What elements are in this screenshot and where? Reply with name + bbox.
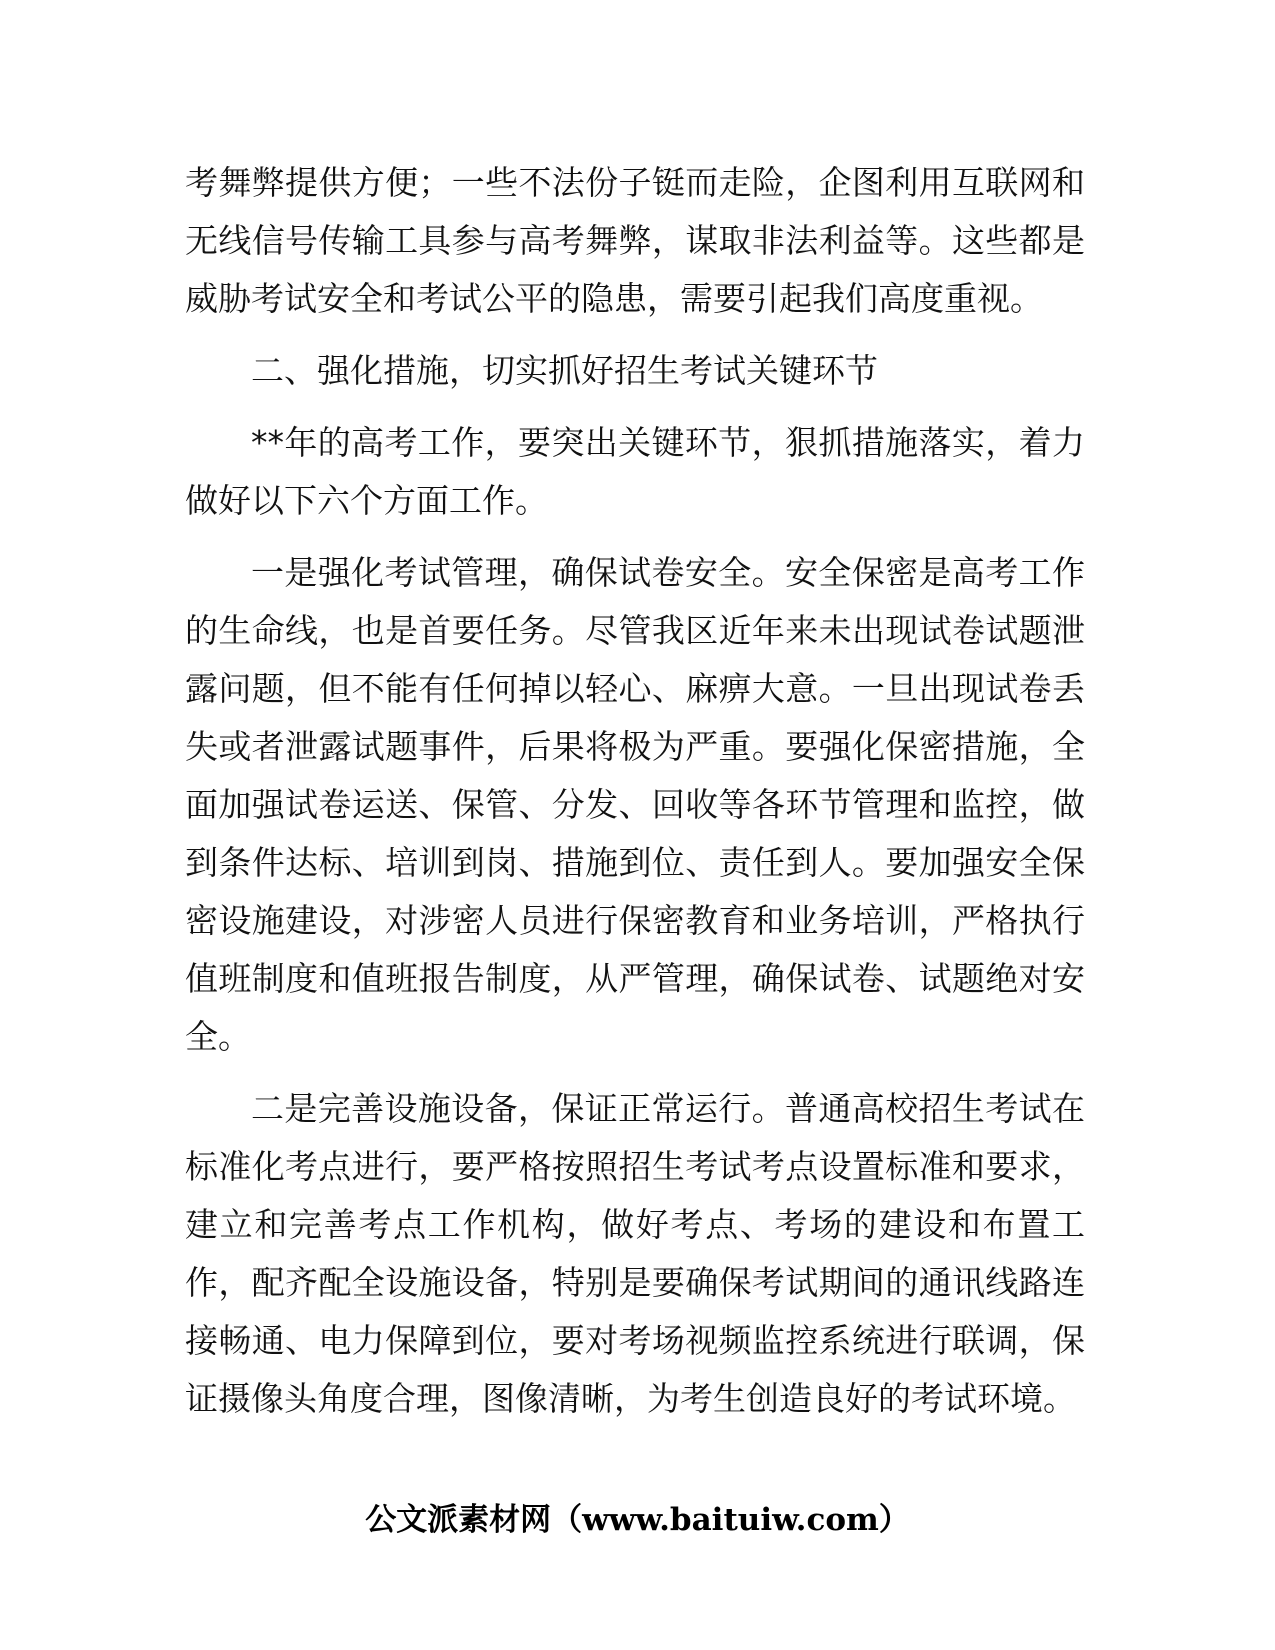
document-body: [185, 154, 1085, 1428]
paragraph-point-two: 二是完善设施设备，保证正常运行。普通高校招生考试在标准化考点进行，要严格按照招生考试考点设置标准和要求，建立和完善考点工作机构，做好考点、考场的建设和布置工作，配齐配全设施设备，特别是要确保考试期间的通讯线路连接畅通、电力保障到位，要对考场视频监控系统进行联调，保证摄像头角度合理，图像清晰，为考生创造良好的考试环境。: [185, 1089, 1085, 1418]
footer-watermark: 公文派素材网（www.baituiw.com）: [365, 1502, 910, 1538]
paragraph-point-one: 一是强化考试管理，确保试卷安全。安全保密是高考工作的生命线，也是首要任务。尽管我区近年来未出现试卷试题泄露问题，但不能有任何掉以轻心、麻痹大意。一旦出现试卷丢失或者泄露试题事件，后果将极为严重。要强化保密措施，全面加强试卷运送、保管、分发、回收等各环节管理和监控，做到条件达标、培训到岗、措施到位、责任到人。要加强安全保密设施建设，对涉密人员进行保密教育和业务培训，严格执行值班制度和值班报告制度，从严管理，确保试卷、试题绝对安全。: [185, 553, 1085, 1056]
section-heading: 二、强化措施，切实抓好招生考试关键环节: [251, 351, 878, 390]
paragraph-continuation: 考舞弊提供方便；一些不法份子铤而走险，企图利用互联网和无线信号传输工具参与高考舞弊，谋取非法利益等。这些都是威胁考试安全和考试公平的隐患，需要引起我们高度重视。: [185, 163, 1085, 318]
paragraph-intro: **年的高考工作，要突出关键环节，狠抓措施落实，着力做好以下六个方面工作。: [185, 423, 1085, 520]
